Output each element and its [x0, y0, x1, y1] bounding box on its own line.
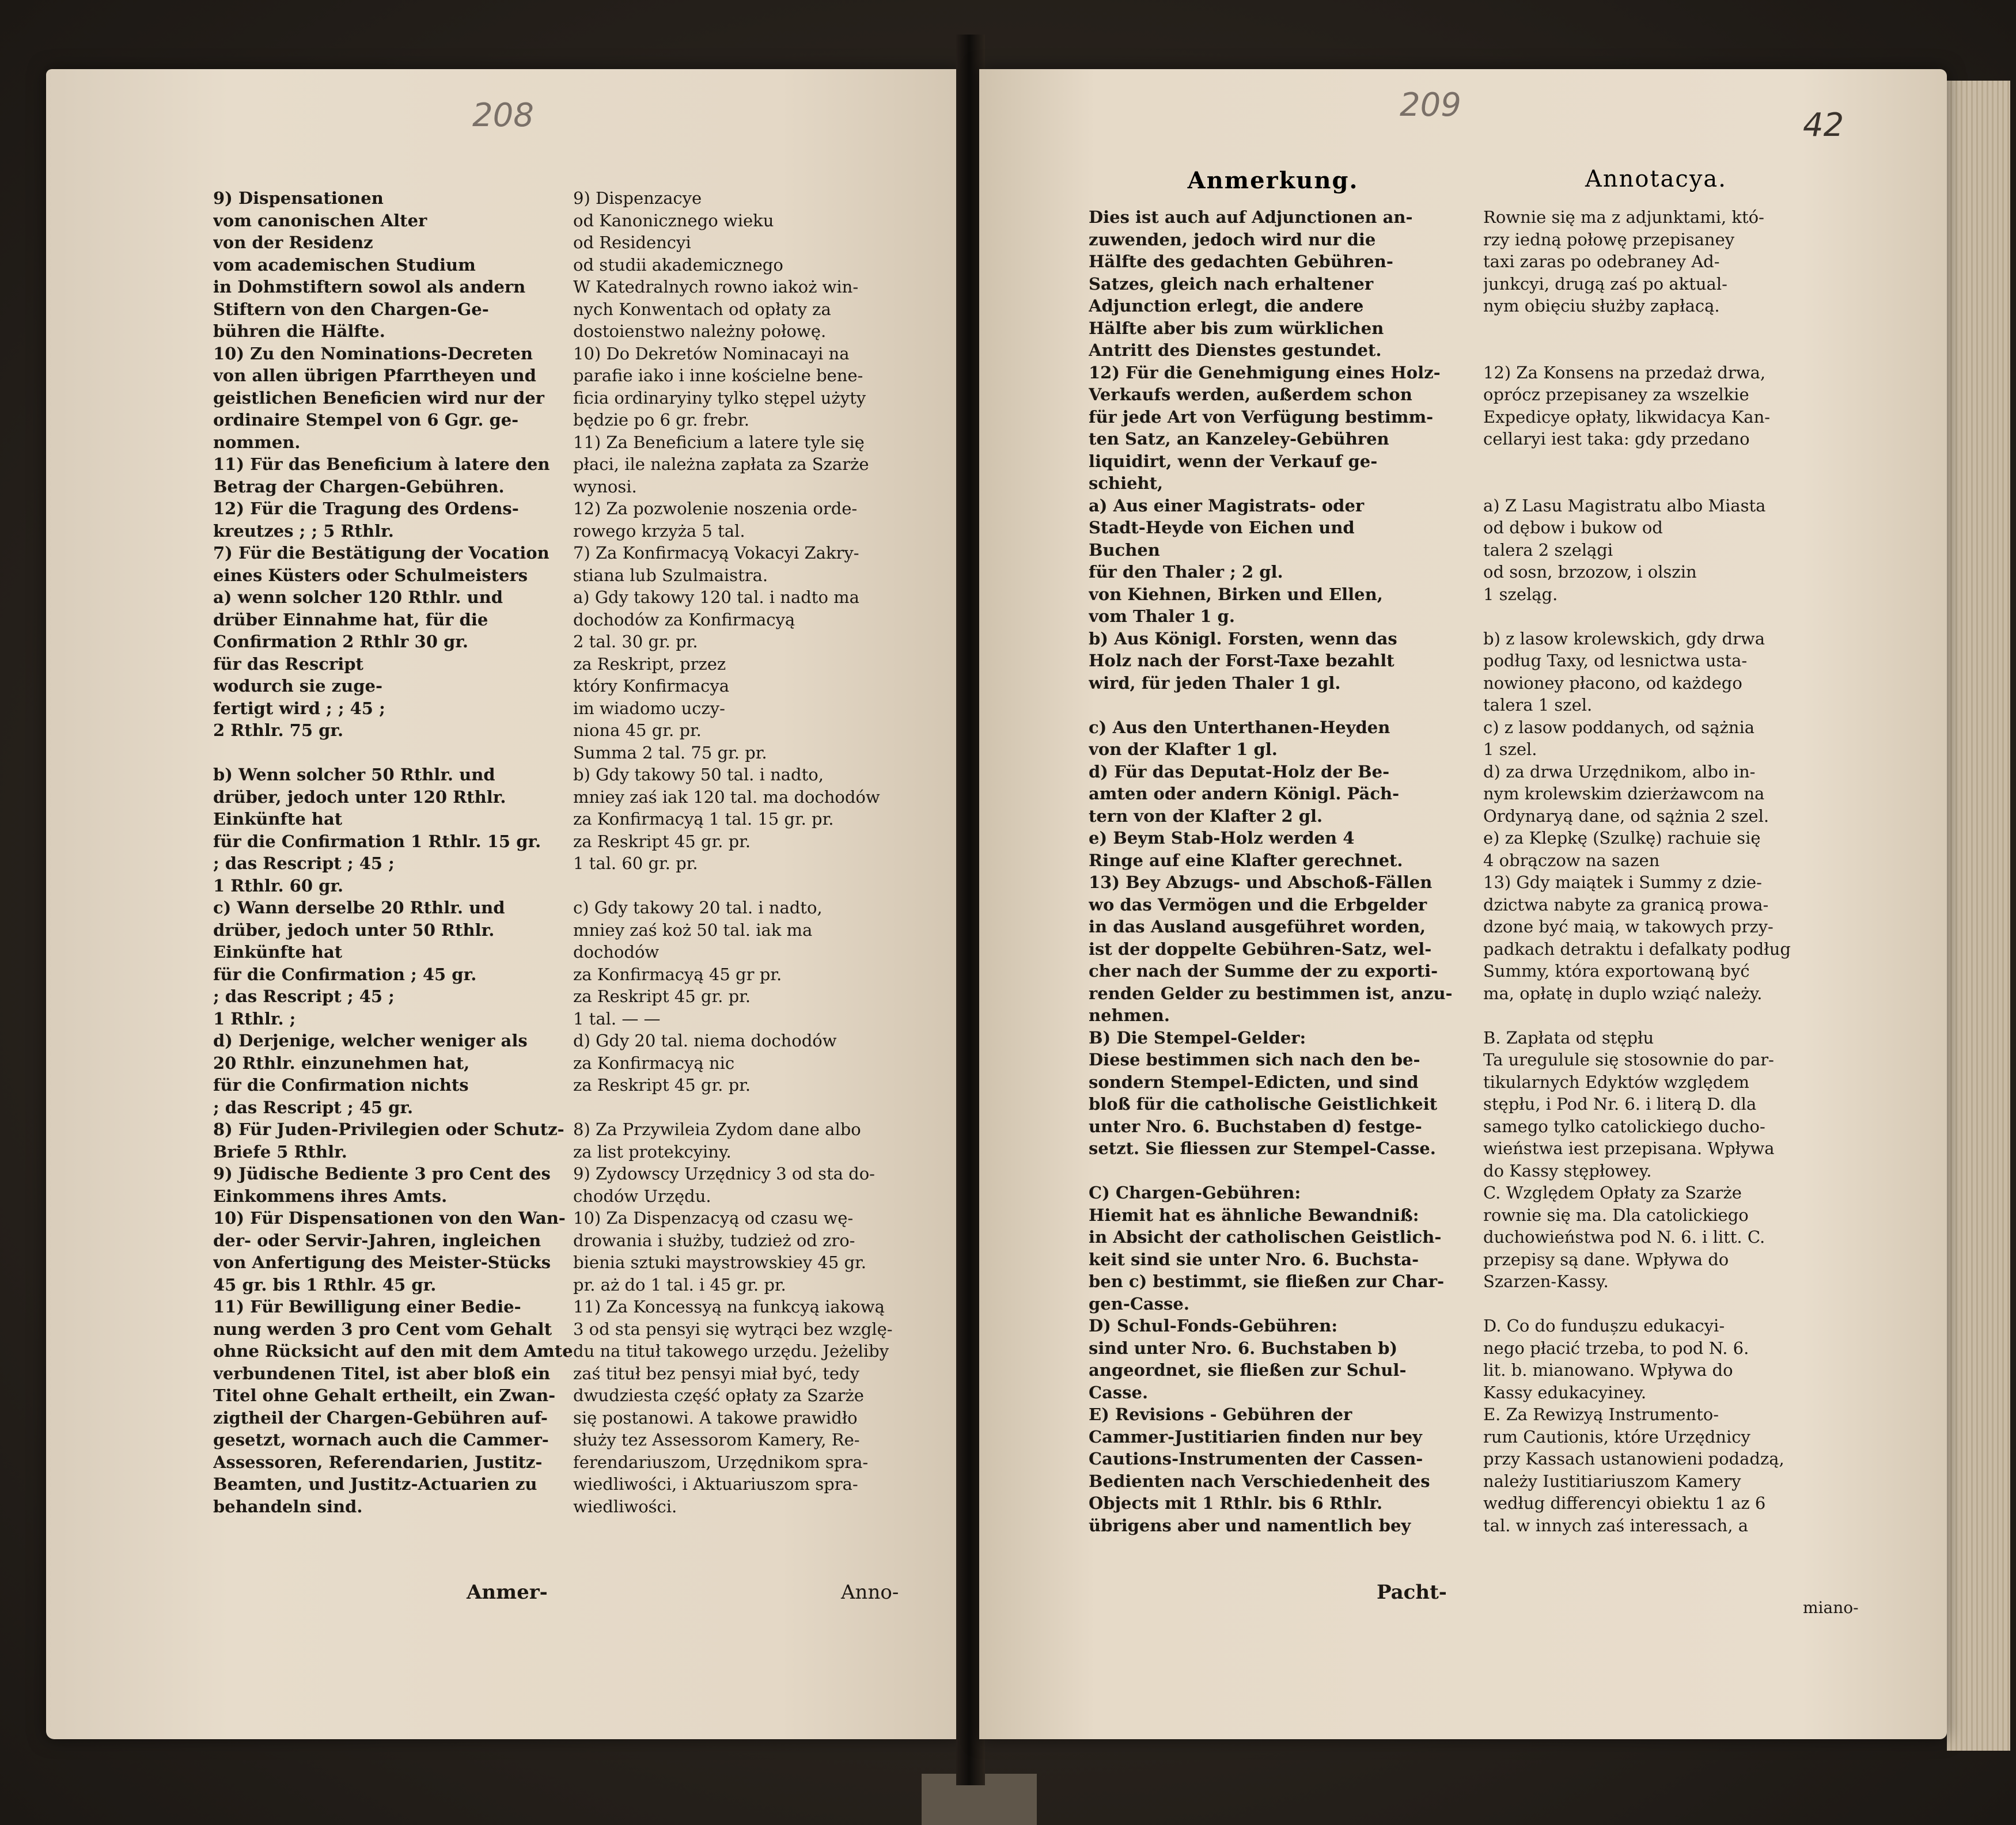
text-line: Titel ohne Gehalt ertheilt, ein Zwan-	[213, 1386, 556, 1405]
right-german-catchword: Pacht-	[1377, 1581, 1447, 1604]
text-line: za Reskript 45 gr. pr.	[573, 987, 751, 1006]
text-line: sondern Stempel-Edicten, und sind	[1089, 1072, 1419, 1092]
text-line: dzictwa nabyte za granicą prowa-	[1483, 894, 1769, 915]
text-line: Dies ist auch auf Adjunctionen an-	[1089, 207, 1413, 227]
text-line: wo das Vermögen und die Erbgelder	[1089, 894, 1427, 915]
text-line: Verkaufs werden, außerdem schon	[1089, 385, 1412, 404]
text-line: in Dohmstiftern sowol als andern	[213, 277, 526, 297]
text-line: służy tez Assessorom Kamery, Re-	[573, 1430, 860, 1450]
text-line: Einkünfte hat	[213, 942, 343, 962]
text-line: der- oder Servir-Jahren, ingleichen	[213, 1230, 541, 1250]
text-line: 1 szeląg.	[1483, 584, 1558, 604]
text-line: nung werden 3 pro Cent vom Gehalt	[213, 1319, 552, 1339]
text-line: 1 tal. 60 gr. pr.	[573, 853, 698, 873]
text-line: od dębow i bukow od	[1483, 518, 1663, 537]
text-line: E) Revisions - Gebühren der	[1089, 1405, 1352, 1424]
text-line: B) Die Stempel-Gelder:	[1089, 1027, 1306, 1048]
text-line	[1089, 1160, 1457, 1182]
text-line: in das Ausland ausgeführet worden,	[1089, 917, 1426, 936]
text-line: ma, opłatę in duplo wziąć należy.	[1483, 983, 1763, 1003]
text-line: nych Konwentach od opłaty za	[573, 299, 831, 319]
text-line: 2 tal. 30 gr. pr.	[573, 632, 698, 651]
text-line: ; das Rescript ; 45 gr.	[213, 1097, 414, 1117]
text-line: od Residencyi	[573, 233, 691, 252]
text-line: fertigt wird ; ; 45 ;	[213, 698, 385, 718]
text-line: E. Za Rewizyą Instrumento-	[1483, 1405, 1719, 1424]
text-line: nym krolewskim dzierżawcom na	[1483, 784, 1765, 803]
text-line: 9) Dispensationen	[213, 188, 384, 208]
text-line: za Konfirmacyą nic	[573, 1053, 735, 1073]
text-line: drüber, jedoch unter 120 Rthlr.	[213, 787, 506, 807]
text-line: 8) Za Przywileia Zydom dane albo	[573, 1120, 861, 1139]
text-line: bühren die Hälfte.	[213, 321, 385, 341]
right-german-column	[1089, 206, 1457, 1536]
left-page	[46, 69, 962, 1739]
text-line: für die Confirmation ; 45 gr.	[213, 964, 477, 984]
text-line: rum Cautionis, które Urzędnicy	[1483, 1426, 1750, 1447]
text-line: Cammer-Justitiarien finden nur bey	[1089, 1426, 1422, 1447]
text-line: za Konfirmacyą 45 gr pr.	[573, 964, 782, 984]
text-line: junkcyi, drugą zaś po aktual-	[1483, 274, 1727, 294]
text-line: pr. aż do 1 tal. i 45 gr. pr.	[573, 1274, 786, 1295]
text-line: e) za Klepkę (Szulkę) rachuie się	[1483, 828, 1761, 848]
text-line: talera 1 szel.	[1483, 695, 1593, 715]
text-line: cher nach der Summe der zu exporti-	[1089, 961, 1438, 981]
text-line: rowego krzyża 5 tal.	[573, 521, 745, 541]
text-line: 7) Für die Bestätigung der Vocation	[213, 543, 550, 563]
text-line: 12) Za pozwolenie noszenia orde-	[573, 499, 858, 518]
right-page	[979, 69, 1947, 1739]
text-line: się postanowi. A takowe prawidło	[573, 1407, 858, 1428]
text-line: Assessoren, Referendarien, Justitz-	[213, 1452, 543, 1472]
text-line: stępłu, i Pod Nr. 6. i literą D. dla	[1483, 1094, 1757, 1114]
text-line: dwudziesta część opłaty za Szarże	[573, 1386, 864, 1405]
text-line: drüber, jedoch unter 50 Rthlr.	[213, 920, 495, 940]
text-line: stiana lub Szulmaistra.	[573, 565, 768, 585]
text-line: vom Thaler 1 g.	[1089, 606, 1235, 626]
text-line: B. Zapłata od stępłu	[1483, 1027, 1654, 1048]
text-line: tern von der Klafter 2 gl.	[1089, 806, 1323, 826]
text-line: gesetzt, wornach auch die Cammer-	[213, 1430, 549, 1450]
text-line: d) za drwa Urzędnikom, albo in-	[1483, 761, 1756, 781]
text-line: ; das Rescript ; 45 ;	[213, 853, 395, 873]
left-polish-column	[573, 187, 942, 1517]
text-line	[1483, 317, 1852, 340]
text-line: taxi zaras po odebraney Ad-	[1483, 252, 1720, 271]
text-line: b) Wenn solcher 50 Rthlr. und	[213, 765, 495, 784]
text-line: za list protekcyiny.	[573, 1141, 732, 1162]
text-line: nym obięciu służby zapłacą.	[1483, 296, 1720, 316]
text-line: Expedicye opłaty, likwidacya Kan-	[1483, 407, 1771, 427]
text-line: niona 45 gr. pr.	[573, 720, 702, 740]
text-line: c) Gdy takowy 20 tal. i nadto,	[573, 898, 823, 917]
right-polish-catchword: miano-	[1803, 1598, 1859, 1617]
text-line: 11) Für Bewilligung einer Bedie-	[213, 1297, 521, 1316]
text-line: Summa 2 tal. 75 gr. pr.	[573, 742, 767, 762]
text-line: e) Beym Stab-Holz werden 4	[1089, 828, 1355, 848]
text-line: wiedliwości.	[573, 1496, 677, 1516]
text-line: nowioney płacono, od każdego	[1483, 673, 1742, 693]
text-line: sind unter Nro. 6. Buchstaben b)	[1089, 1338, 1398, 1358]
text-line	[1089, 694, 1457, 716]
text-line: geistlichen Beneficien wird nur der	[213, 388, 544, 408]
text-line: wiedliwości, i Aktuariuszom spra-	[573, 1474, 858, 1494]
text-line: in Absicht der catholischen Geistlich-	[1089, 1227, 1442, 1247]
text-line	[1483, 339, 1852, 362]
text-line: ben c) bestimmt, sie fließen zur Char-	[1089, 1272, 1445, 1291]
text-line: b) Gdy takowy 50 tal. i nadto,	[573, 765, 824, 784]
text-line: für jede Art von Verfügung bestimm-	[1089, 407, 1434, 427]
text-line: według differencyi obiektu 1 az 6	[1483, 1493, 1766, 1513]
text-line: wieństwa iest przepisana. Wpływa	[1483, 1139, 1775, 1158]
text-line	[573, 1096, 942, 1119]
text-line: Antritt des Dienstes gestundet.	[1089, 340, 1382, 360]
text-line: unter Nro. 6. Buchstaben d) festge-	[1089, 1116, 1422, 1136]
page-number-left: 208	[472, 97, 534, 134]
text-line: przy Kassach ustanowieni podadzą,	[1483, 1449, 1784, 1469]
text-line: Ordynaryą dane, od sążnia 2 szel.	[1483, 806, 1769, 826]
text-line: C) Chargen-Gebühren:	[1089, 1183, 1301, 1202]
page-edges	[1947, 81, 2010, 1751]
text-line: Bedienten nach Verschiedenheit des	[1089, 1471, 1430, 1491]
text-line: przepisy są dane. Wpływa do	[1483, 1249, 1729, 1269]
text-line: 9) Dispenzacye	[573, 188, 702, 208]
text-line: verbundenen Titel, ist aber bloß ein	[213, 1363, 551, 1383]
text-line: b) z lasow krolewskich, gdy drwa	[1483, 628, 1765, 648]
text-line: a) Gdy takowy 120 tal. i nadto ma	[573, 587, 859, 607]
text-line: padkach detraktu i defalkaty podług	[1483, 939, 1791, 959]
text-line: Ta uregulule się stosownie do par-	[1483, 1050, 1774, 1069]
text-line: nego płacić trzeba, to pod N. 6.	[1483, 1338, 1749, 1358]
text-line: 2 Rthlr. 75 gr.	[213, 720, 344, 740]
text-line: rzy iedną połowę przepisaney	[1483, 229, 1735, 249]
text-line	[213, 742, 593, 764]
text-line: behandeln sind.	[213, 1496, 363, 1516]
text-line: Hiemit hat es ähnliche Bewandniß:	[1089, 1205, 1419, 1225]
page-number-right: 209	[1400, 86, 1461, 124]
text-line: 3 od sta pensyi się wytrąci bez wzglę-	[573, 1319, 893, 1339]
text-line: talera 2 szelągi	[1483, 540, 1613, 560]
text-line: bienia sztuki maystrowskiey 45 gr.	[573, 1253, 866, 1272]
text-line: Satzes, gleich nach erhaltener	[1089, 274, 1374, 294]
text-line: Szarzen-Kassy.	[1483, 1272, 1609, 1291]
text-line: 10) Do Dekretów Nominacayi na	[573, 343, 850, 363]
text-line: 10) Zu den Nominations-Decreten	[213, 343, 533, 363]
text-line: 1 Rthlr. ;	[213, 1008, 296, 1029]
text-line: płaci, ile należna zapłata za Szarże	[573, 454, 869, 474]
text-line: c) Wann derselbe 20 Rthlr. und	[213, 898, 505, 917]
text-line: Hälfte des gedachten Gebühren-	[1089, 252, 1393, 271]
text-line: ordinaire Stempel von 6 Ggr. ge-	[213, 410, 519, 430]
text-line: im wiadomo uczy-	[573, 698, 725, 718]
text-line: 20 Rthlr. einzunehmen hat,	[213, 1053, 470, 1073]
text-line: 8) Für Juden-Privilegien oder Schutz-	[213, 1120, 564, 1139]
text-line: oprócz przepisaney za wszelkie	[1483, 385, 1749, 404]
text-line: 1 tal. — —	[573, 1008, 661, 1029]
text-line: Einkommens ihres Amts.	[213, 1186, 448, 1206]
text-line: 13) Gdy maiątek i Summy z dzie-	[1483, 872, 1762, 892]
text-line: tal. w innych zaś interessach, a	[1483, 1515, 1749, 1535]
text-line: für die Confirmation nichts	[213, 1075, 469, 1095]
text-line: od studii akademicznego	[573, 255, 783, 275]
text-line: parafie iako i inne kościelne bene-	[573, 366, 863, 385]
text-line: von Anfertigung des Meister-Stücks	[213, 1253, 551, 1272]
text-line: duchowieństwa pod N. 6. i litt. C.	[1483, 1227, 1765, 1247]
text-line: eines Küsters oder Schulmeisters	[213, 565, 528, 585]
text-line: lit. b. mianowano. Wpływa do	[1483, 1360, 1733, 1380]
text-line: 1 Rthlr. 60 gr.	[213, 875, 344, 896]
text-line: mniey zaś koż 50 tal. iak ma	[573, 920, 813, 940]
text-line: 13) Bey Abzugs- und Abschoß-Fällen	[1089, 872, 1433, 892]
text-line: c) Aus den Unterthanen-Heyden	[1089, 717, 1390, 737]
text-line: für den Thaler ; 2 gl.	[1089, 562, 1283, 582]
text-line: bloß für die catholische Geistlichkeit	[1089, 1094, 1438, 1114]
text-line: rownie się ma. Dla catolickiego	[1483, 1205, 1749, 1225]
text-line: nommen.	[213, 432, 301, 452]
text-line: dochodów za Konfirmacyą	[573, 609, 795, 629]
text-line: ist der doppelte Gebühren-Satz, wel-	[1089, 939, 1432, 959]
text-line: dochodów	[573, 942, 660, 962]
text-line: tikularnych Edyktów względem	[1483, 1072, 1749, 1092]
text-line: angeordnet, sie fließen zur Schul-	[1089, 1360, 1407, 1380]
text-line: za Reskript 45 gr. pr.	[573, 1075, 751, 1095]
text-line: kreutzes ; ; 5 Rthlr.	[213, 521, 394, 541]
text-line: Rownie się ma z adjunktami, któ-	[1483, 207, 1764, 227]
text-line: samego tylko catolickiego ducho-	[1483, 1116, 1765, 1136]
text-line: a) wenn solcher 120 Rthlr. und	[213, 587, 503, 607]
text-line: Stadt-Heyde von Eichen und	[1089, 518, 1355, 537]
text-line: Cautions-Instrumenten der Cassen-	[1089, 1449, 1423, 1469]
text-line: keit sind sie unter Nro. 6. Buchsta-	[1089, 1249, 1419, 1269]
text-line: zuwenden, jedoch wird nur die	[1089, 229, 1376, 249]
text-line: Stiftern von den Chargen-Ge-	[213, 299, 489, 319]
text-line: übrigens aber und namentlich bey	[1089, 1515, 1411, 1535]
text-line: wird, für jeden Thaler 1 gl.	[1089, 673, 1341, 693]
text-line: D. Co do fundușzu edukacyi-	[1483, 1316, 1725, 1335]
text-line: Summy, która exportowaną być	[1483, 961, 1750, 981]
text-line: wynosi.	[573, 476, 637, 496]
right-polish-column	[1483, 206, 1852, 1536]
text-line: von der Klafter 1 gl.	[1089, 739, 1278, 759]
text-line: Buchen	[1089, 540, 1160, 560]
text-line: 11) Für das Beneficium à latere den	[213, 454, 550, 474]
text-line: renden Gelder zu bestimmen ist, anzu-	[1089, 983, 1453, 1003]
text-line: 45 gr. bis 1 Rthlr. 45 gr.	[213, 1274, 437, 1295]
text-line: będzie po 6 gr. frebr.	[573, 410, 750, 430]
text-line: d) Derjenige, welcher weniger als	[213, 1031, 528, 1050]
text-line: nehmen.	[1089, 1006, 1170, 1025]
text-line	[573, 875, 942, 897]
text-line: od Kanonicznego wieku	[573, 210, 774, 230]
text-line: wodurch sie zuge-	[213, 676, 382, 696]
text-line: 11) Za Beneficium a latere tyle się	[573, 432, 865, 452]
text-line: Briefe 5 Rthlr.	[213, 1141, 347, 1162]
text-line: chodów Urzędu.	[573, 1186, 711, 1206]
text-line: podług Taxy, od lesnictwa usta-	[1483, 651, 1748, 670]
text-line	[1483, 472, 1852, 495]
text-line: vom canonischen Alter	[213, 210, 427, 230]
text-line: Beamten, und Justitz-Actuarien zu	[213, 1474, 537, 1494]
text-line: schieht,	[1089, 473, 1164, 493]
text-line: Objects mit 1 Rthlr. bis 6 Rthlr.	[1089, 1493, 1383, 1513]
text-line: für die Confirmation 1 Rthlr. 15 gr.	[213, 831, 541, 851]
text-line: Casse.	[1089, 1382, 1149, 1402]
text-line: d) Gdy 20 tal. niema dochodów	[573, 1031, 837, 1050]
text-line: c) z lasow poddanych, od sążnia	[1483, 717, 1755, 737]
text-line: Einkünfte hat	[213, 809, 343, 829]
text-line: dostoienstwo należny połowę.	[573, 321, 827, 341]
text-line: 1 szel.	[1483, 739, 1537, 759]
text-line: setzt. Sie fliessen zur Stempel-Casse.	[1089, 1139, 1436, 1158]
text-line: 4 obrączow na sazen	[1483, 850, 1660, 870]
text-line: W Katedralnych rowno iakoż win-	[573, 277, 859, 297]
text-line: von der Residenz	[213, 233, 373, 252]
text-line: von Kiehnen, Birken und Ellen,	[1089, 584, 1383, 604]
text-line: za Reskript 45 gr. pr.	[573, 831, 751, 851]
text-line: 9) Jüdische Bediente 3 pro Cent des	[213, 1164, 551, 1183]
text-line: gen-Casse.	[1089, 1293, 1189, 1314]
text-line: drowania i służby, tudzież od zro-	[573, 1230, 855, 1250]
text-line: b) Aus Königl. Forsten, wenn das	[1089, 628, 1397, 648]
text-line: 9) Zydowscy Urzędnicy 3 od sta do-	[573, 1164, 875, 1183]
text-line: d) Für das Deputat-Holz der Be-	[1089, 761, 1390, 781]
text-line: ferendariuszom, Urzędnikom spra-	[573, 1452, 869, 1472]
text-line: 7) Za Konfirmacyą Vokacyi Zakry-	[573, 543, 859, 563]
text-line	[1483, 450, 1852, 473]
text-line: C. Względem Opłaty za Szarże	[1483, 1183, 1742, 1202]
left-german-catchword: Anmer-	[467, 1581, 548, 1604]
text-line: 12) Für die Genehmigung eines Holz-	[1089, 362, 1441, 382]
text-line	[1483, 605, 1852, 628]
text-line: Adjunction erlegt, die andere	[1089, 296, 1364, 316]
text-line: 11) Za Koncessyą na funkcyą iakową	[573, 1297, 885, 1316]
text-line: od sosn, brzozow, i olszin	[1483, 562, 1697, 582]
text-line: 12) Za Konsens na przedaż drwa,	[1483, 362, 1766, 382]
text-line: 10) Für Dispensationen von den Wan-	[213, 1208, 566, 1228]
text-line: Diese bestimmen sich nach den be-	[1089, 1050, 1420, 1069]
text-line: a) Aus einer Magistrats- oder	[1089, 495, 1365, 515]
left-german-column	[213, 187, 593, 1517]
text-line: a) Z Lasu Magistratu albo Miasta	[1483, 495, 1766, 515]
text-line: 10) Za Dispenzacyą od czasu wę-	[573, 1208, 854, 1228]
text-line: Holz nach der Forst-Taxe bezahlt	[1089, 651, 1394, 670]
text-line: Ringe auf eine Klafter gerechnet.	[1089, 850, 1403, 870]
text-line: zigtheil der Chargen-Gebühren auf-	[213, 1407, 548, 1428]
text-line: vom academischen Studium	[213, 255, 476, 275]
text-line: für das Rescript	[213, 654, 363, 674]
text-line: ficia ordinaryiny tylko stępel użyty	[573, 388, 866, 408]
text-line: D) Schul-Fonds-Gebühren:	[1089, 1316, 1338, 1335]
text-line: ohne Rücksicht auf den mit dem Amte	[213, 1341, 573, 1361]
text-line: liquidirt, wenn der Verkauf ge-	[1089, 451, 1378, 471]
text-line: ; das Rescript ; 45 ;	[213, 987, 395, 1006]
right-polish-heading: Annotacya.	[1585, 166, 1727, 192]
left-polish-catchword: Anno-	[841, 1581, 899, 1604]
text-line: dzone być maią, w takowych przy-	[1483, 917, 1774, 936]
text-line: za Konfirmacyą 1 tal. 15 gr. pr.	[573, 809, 834, 829]
text-line: Betrag der Chargen-Gebühren.	[213, 476, 505, 496]
text-line: 12) Für die Tragung des Ordens-	[213, 499, 519, 518]
text-line	[1483, 1293, 1852, 1315]
text-line: von allen übrigen Pfarrtheyen und	[213, 366, 536, 385]
text-line: za Reskript, przez	[573, 654, 726, 674]
text-line: Confirmation 2 Rthlr 30 gr.	[213, 632, 468, 651]
text-line: Hälfte aber bis zum würklichen	[1089, 318, 1384, 338]
text-line: należy Iustitiariuszom Kamery	[1483, 1471, 1741, 1491]
text-line: do Kassy stępłowey.	[1483, 1160, 1652, 1181]
text-line	[1483, 1004, 1852, 1027]
text-line: Kassy edukacyiney.	[1483, 1382, 1647, 1402]
text-line: du na tituł takowego urzędu. Jeżeliby	[573, 1341, 889, 1361]
text-line: drüber Einnahme hat, für die	[213, 609, 488, 629]
text-line: amten oder andern Königl. Päch-	[1089, 784, 1400, 803]
text-line: mniey zaś iak 120 tal. ma dochodów	[573, 787, 880, 807]
text-line: zaś tituł bez pensyi miał być, tedy	[573, 1363, 860, 1383]
folio-number: 42	[1803, 107, 1844, 144]
text-line: cellaryi iest taka: gdy przedano	[1483, 429, 1750, 449]
text-line: który Konfirmacya	[573, 676, 730, 696]
text-line: ten Satz, an Kanzeley-Gebühren	[1089, 429, 1389, 449]
right-german-heading: Anmerkung.	[1187, 167, 1359, 194]
